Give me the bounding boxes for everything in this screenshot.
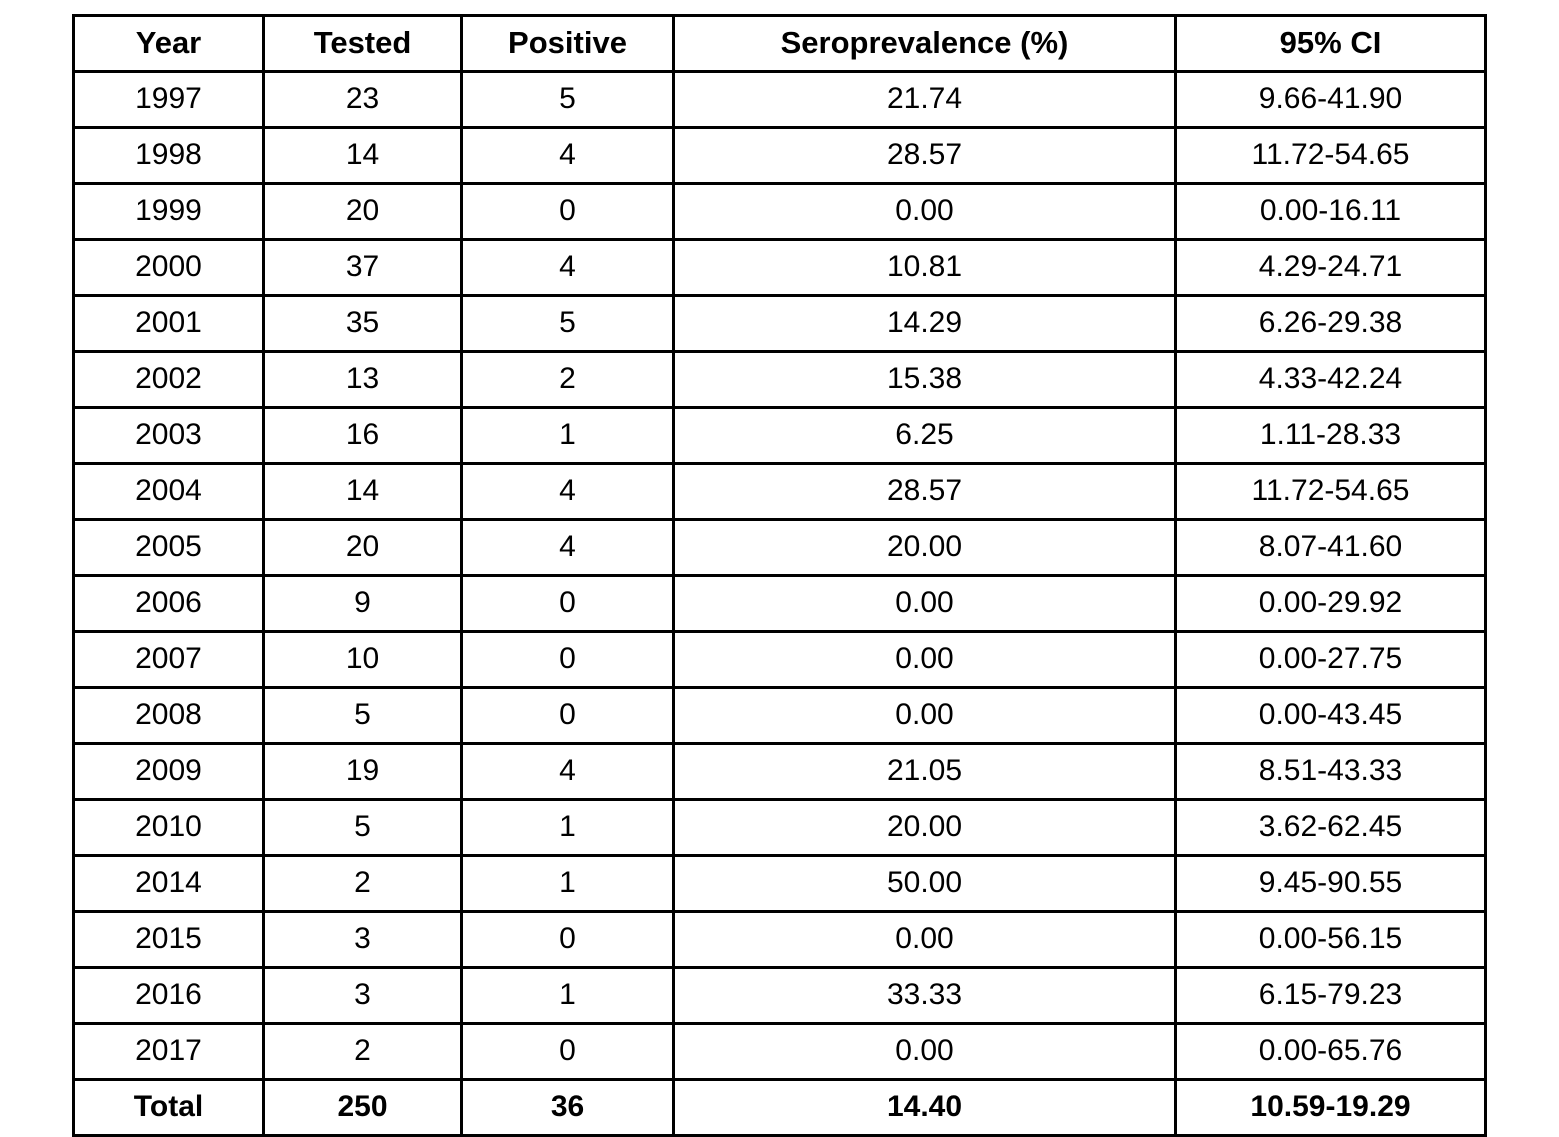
cell-ci: 3.62-62.45 bbox=[1176, 800, 1486, 856]
cell-year: 2009 bbox=[74, 744, 264, 800]
cell-positive: 0 bbox=[462, 184, 674, 240]
cell-seroprevalence: 0.00 bbox=[674, 912, 1176, 968]
table-row bbox=[74, 632, 1486, 688]
cell-ci: 0.00-43.45 bbox=[1176, 688, 1486, 744]
cell-tested: 19 bbox=[264, 744, 462, 800]
cell-year: 1997 bbox=[74, 72, 264, 128]
cell-positive: 1 bbox=[462, 968, 674, 1024]
cell-tested: 3 bbox=[264, 968, 462, 1024]
cell-ci: 8.07-41.60 bbox=[1176, 520, 1486, 576]
cell-positive: 4 bbox=[462, 240, 674, 296]
cell-tested: 5 bbox=[264, 800, 462, 856]
cell-seroprevalence: 6.25 bbox=[674, 408, 1176, 464]
cell-positive: 1 bbox=[462, 800, 674, 856]
column-header-seroprevalence: Seroprevalence (%) bbox=[674, 16, 1176, 72]
column-header-year: Year bbox=[74, 16, 264, 72]
cell-year: 2004 bbox=[74, 464, 264, 520]
cell-year: 2016 bbox=[74, 968, 264, 1024]
cell-seroprevalence: 21.74 bbox=[674, 72, 1176, 128]
cell-positive: 4 bbox=[462, 128, 674, 184]
cell-positive: 5 bbox=[462, 296, 674, 352]
cell-tested: 14 bbox=[264, 464, 462, 520]
cell-tested: 37 bbox=[264, 240, 462, 296]
cell-ci: 11.72-54.65 bbox=[1176, 128, 1486, 184]
table-row bbox=[74, 184, 1486, 240]
table-row bbox=[74, 576, 1486, 632]
table-row bbox=[74, 520, 1486, 576]
table-row bbox=[74, 800, 1486, 856]
cell-total-seroprevalence: 14.40 bbox=[674, 1080, 1176, 1136]
cell-tested: 9 bbox=[264, 576, 462, 632]
cell-positive: 1 bbox=[462, 408, 674, 464]
cell-ci: 11.72-54.65 bbox=[1176, 464, 1486, 520]
cell-seroprevalence: 0.00 bbox=[674, 688, 1176, 744]
cell-ci: 0.00-27.75 bbox=[1176, 632, 1486, 688]
cell-year: 2008 bbox=[74, 688, 264, 744]
table-row bbox=[74, 72, 1486, 128]
table-row bbox=[74, 240, 1486, 296]
cell-seroprevalence: 28.57 bbox=[674, 128, 1176, 184]
cell-year: 2006 bbox=[74, 576, 264, 632]
cell-year: 2017 bbox=[74, 1024, 264, 1080]
cell-year: 2005 bbox=[74, 520, 264, 576]
cell-positive: 0 bbox=[462, 688, 674, 744]
column-header-positive: Positive bbox=[462, 16, 674, 72]
cell-year: 2001 bbox=[74, 296, 264, 352]
cell-year: 2007 bbox=[74, 632, 264, 688]
table-row bbox=[74, 688, 1486, 744]
cell-seroprevalence: 50.00 bbox=[674, 856, 1176, 912]
cell-positive: 2 bbox=[462, 352, 674, 408]
cell-tested: 16 bbox=[264, 408, 462, 464]
cell-ci: 0.00-16.11 bbox=[1176, 184, 1486, 240]
cell-tested: 10 bbox=[264, 632, 462, 688]
cell-total-label: Total bbox=[74, 1080, 264, 1136]
cell-seroprevalence: 33.33 bbox=[674, 968, 1176, 1024]
cell-seroprevalence: 20.00 bbox=[674, 800, 1176, 856]
table-row bbox=[74, 856, 1486, 912]
cell-total-tested: 250 bbox=[264, 1080, 462, 1136]
table-header bbox=[74, 16, 1486, 72]
column-header-ci: 95% CI bbox=[1176, 16, 1486, 72]
table-row bbox=[74, 464, 1486, 520]
cell-year: 2015 bbox=[74, 912, 264, 968]
table-row bbox=[74, 912, 1486, 968]
table-row bbox=[74, 352, 1486, 408]
cell-year: 2003 bbox=[74, 408, 264, 464]
cell-ci: 0.00-65.76 bbox=[1176, 1024, 1486, 1080]
cell-positive: 0 bbox=[462, 576, 674, 632]
seroprevalence-table bbox=[72, 14, 1487, 1137]
table-row bbox=[74, 1024, 1486, 1080]
cell-tested: 20 bbox=[264, 184, 462, 240]
cell-year: 1998 bbox=[74, 128, 264, 184]
cell-tested: 2 bbox=[264, 1024, 462, 1080]
table-body bbox=[74, 72, 1486, 1136]
cell-ci: 4.33-42.24 bbox=[1176, 352, 1486, 408]
cell-year: 2000 bbox=[74, 240, 264, 296]
cell-year: 2002 bbox=[74, 352, 264, 408]
cell-positive: 0 bbox=[462, 632, 674, 688]
cell-tested: 23 bbox=[264, 72, 462, 128]
cell-ci: 6.15-79.23 bbox=[1176, 968, 1486, 1024]
column-header-tested: Tested bbox=[264, 16, 462, 72]
cell-tested: 13 bbox=[264, 352, 462, 408]
cell-tested: 20 bbox=[264, 520, 462, 576]
cell-tested: 3 bbox=[264, 912, 462, 968]
cell-total-positive: 36 bbox=[462, 1080, 674, 1136]
cell-positive: 4 bbox=[462, 464, 674, 520]
cell-seroprevalence: 21.05 bbox=[674, 744, 1176, 800]
cell-ci: 8.51-43.33 bbox=[1176, 744, 1486, 800]
cell-ci: 0.00-56.15 bbox=[1176, 912, 1486, 968]
cell-positive: 4 bbox=[462, 520, 674, 576]
cell-year: 2014 bbox=[74, 856, 264, 912]
cell-seroprevalence: 10.81 bbox=[674, 240, 1176, 296]
table-header-row bbox=[74, 16, 1486, 72]
table-row bbox=[74, 296, 1486, 352]
cell-tested: 14 bbox=[264, 128, 462, 184]
cell-seroprevalence: 28.57 bbox=[674, 464, 1176, 520]
cell-ci: 1.11-28.33 bbox=[1176, 408, 1486, 464]
cell-ci: 0.00-29.92 bbox=[1176, 576, 1486, 632]
cell-positive: 0 bbox=[462, 912, 674, 968]
cell-seroprevalence: 14.29 bbox=[674, 296, 1176, 352]
cell-seroprevalence: 0.00 bbox=[674, 1024, 1176, 1080]
cell-tested: 5 bbox=[264, 688, 462, 744]
cell-seroprevalence: 0.00 bbox=[674, 576, 1176, 632]
cell-ci: 6.26-29.38 bbox=[1176, 296, 1486, 352]
cell-ci: 4.29-24.71 bbox=[1176, 240, 1486, 296]
cell-total-ci: 10.59-19.29 bbox=[1176, 1080, 1486, 1136]
cell-tested: 35 bbox=[264, 296, 462, 352]
table-row bbox=[74, 408, 1486, 464]
cell-positive: 5 bbox=[462, 72, 674, 128]
cell-tested: 2 bbox=[264, 856, 462, 912]
cell-seroprevalence: 0.00 bbox=[674, 632, 1176, 688]
table-row bbox=[74, 128, 1486, 184]
cell-seroprevalence: 0.00 bbox=[674, 184, 1176, 240]
cell-positive: 0 bbox=[462, 1024, 674, 1080]
table-total-row bbox=[74, 1080, 1486, 1136]
cell-ci: 9.45-90.55 bbox=[1176, 856, 1486, 912]
cell-seroprevalence: 15.38 bbox=[674, 352, 1176, 408]
cell-positive: 4 bbox=[462, 744, 674, 800]
cell-year: 1999 bbox=[74, 184, 264, 240]
cell-year: 2010 bbox=[74, 800, 264, 856]
cell-seroprevalence: 20.00 bbox=[674, 520, 1176, 576]
table-row bbox=[74, 744, 1486, 800]
cell-positive: 1 bbox=[462, 856, 674, 912]
table-row bbox=[74, 968, 1486, 1024]
cell-ci: 9.66-41.90 bbox=[1176, 72, 1486, 128]
